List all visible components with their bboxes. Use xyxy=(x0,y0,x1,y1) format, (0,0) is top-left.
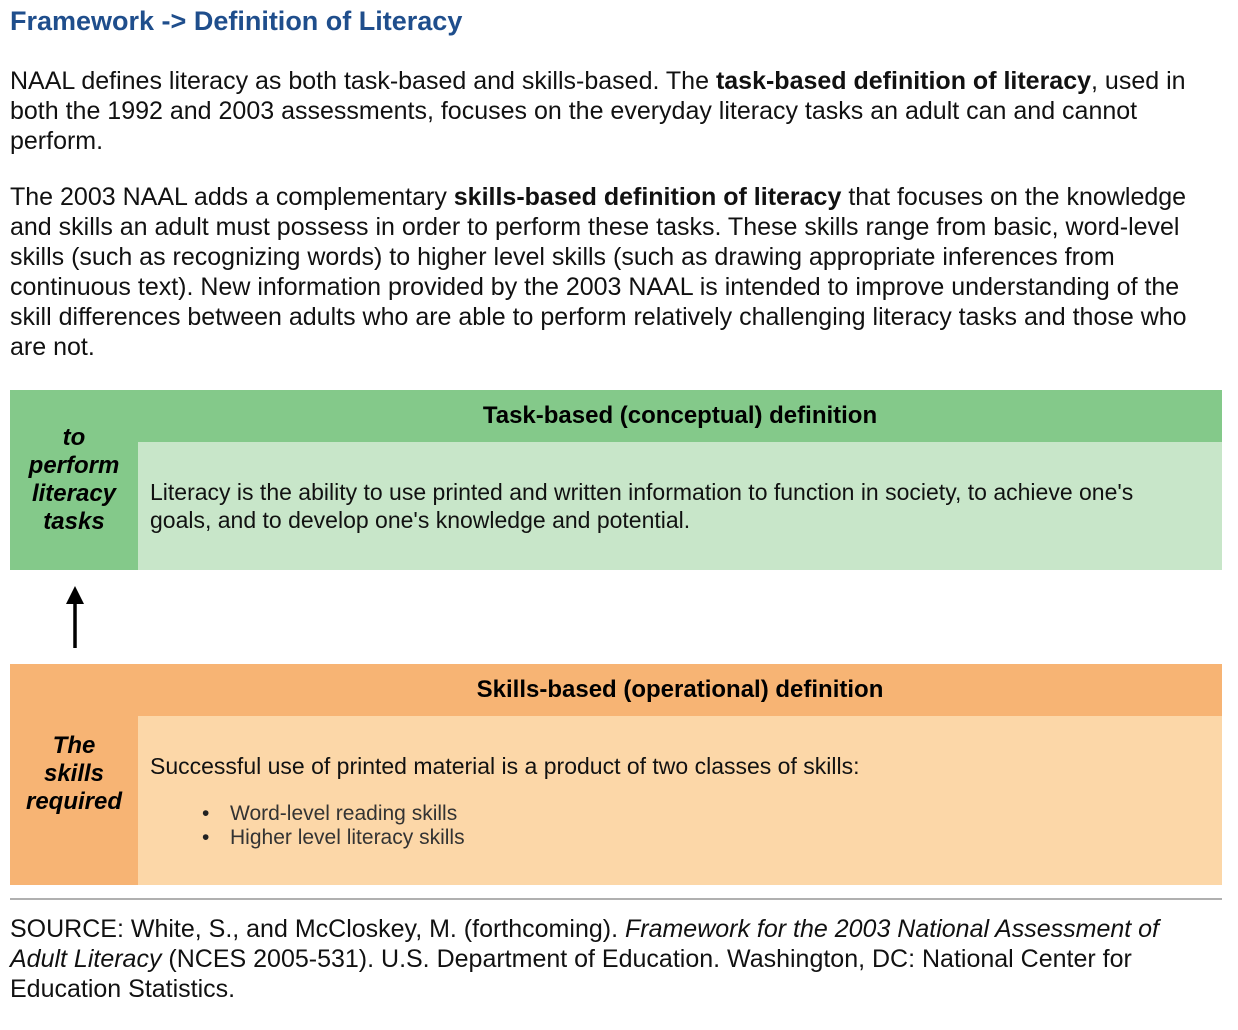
skills-side-line: skills xyxy=(43,760,105,787)
intro-text: that focuses on the knowledge and skills an adult must possess in order to perform these tasks. These skills range from basic, word-level skills (such as recognizing words) to higher level skills (such as drawing appropriate inferences from continuous text). New information provided by the 2003 NAAL is intended to improve understanding of the skill differences between adults who are able to perform relatively challenging literacy tasks and those who are not. xyxy=(10,183,1187,361)
skills-side-line: required xyxy=(25,788,123,815)
skills-box-header: Skills-based (operational) definition xyxy=(476,676,884,703)
task-side-line: to xyxy=(62,424,86,451)
arrow-up-icon xyxy=(60,584,90,650)
intro-paragraph-1 xyxy=(10,66,1220,156)
list-item: • Higher level literacy skills xyxy=(200,826,465,850)
divider xyxy=(10,898,1222,900)
skills-side-label xyxy=(10,732,138,816)
task-definition-text: Literacy is the ability to use printed and written information to function in society, to achieve one's goals, and to develop one's knowledge and potential. xyxy=(150,479,1134,533)
intro-text: The 2003 NAAL adds a complementary xyxy=(10,183,454,211)
skills-definition-text: Successful use of printed material is a product of two classes of skills: xyxy=(150,753,860,779)
skills-definition-box xyxy=(10,664,1222,885)
list-item: • Word-level reading skills xyxy=(200,802,465,826)
task-box-header: Task-based (conceptual) definition xyxy=(482,402,878,429)
source-citation xyxy=(10,914,1220,1004)
task-side-label xyxy=(10,424,138,536)
task-box-body xyxy=(138,442,1222,570)
skills-list xyxy=(200,802,465,850)
skills-box-body xyxy=(138,716,1222,885)
task-side-line: literacy xyxy=(31,480,117,507)
task-based-term: task-based definition of literacy xyxy=(715,67,1092,95)
intro-paragraph-2 xyxy=(10,182,1220,362)
source-text: SOURCE: White, S., and McCloskey, M. (forthcoming). xyxy=(10,915,625,943)
page-title: Framework -> Definition of Literacy xyxy=(10,6,463,36)
intro-text: NAAL defines literacy as both task-based and skills-based. The xyxy=(10,67,716,95)
source-text: (NCES 2005-531). U.S. Department of Education. Washington, DC: National Center for Education Statistics. xyxy=(10,945,1132,1003)
task-side-line: tasks xyxy=(43,508,105,535)
source-title: Framework for the 2003 National Assessment of Adult Literacy xyxy=(10,915,1160,973)
task-definition-box xyxy=(10,390,1222,570)
intro-text: , used in both the 1992 and 2003 assessments, focuses on the everyday literacy tasks an adult can and cannot perform. xyxy=(10,67,1186,155)
task-side-line: perform xyxy=(28,452,120,479)
skills-side-line: The xyxy=(52,732,96,759)
skills-based-term: skills-based definition of literacy xyxy=(453,183,842,211)
